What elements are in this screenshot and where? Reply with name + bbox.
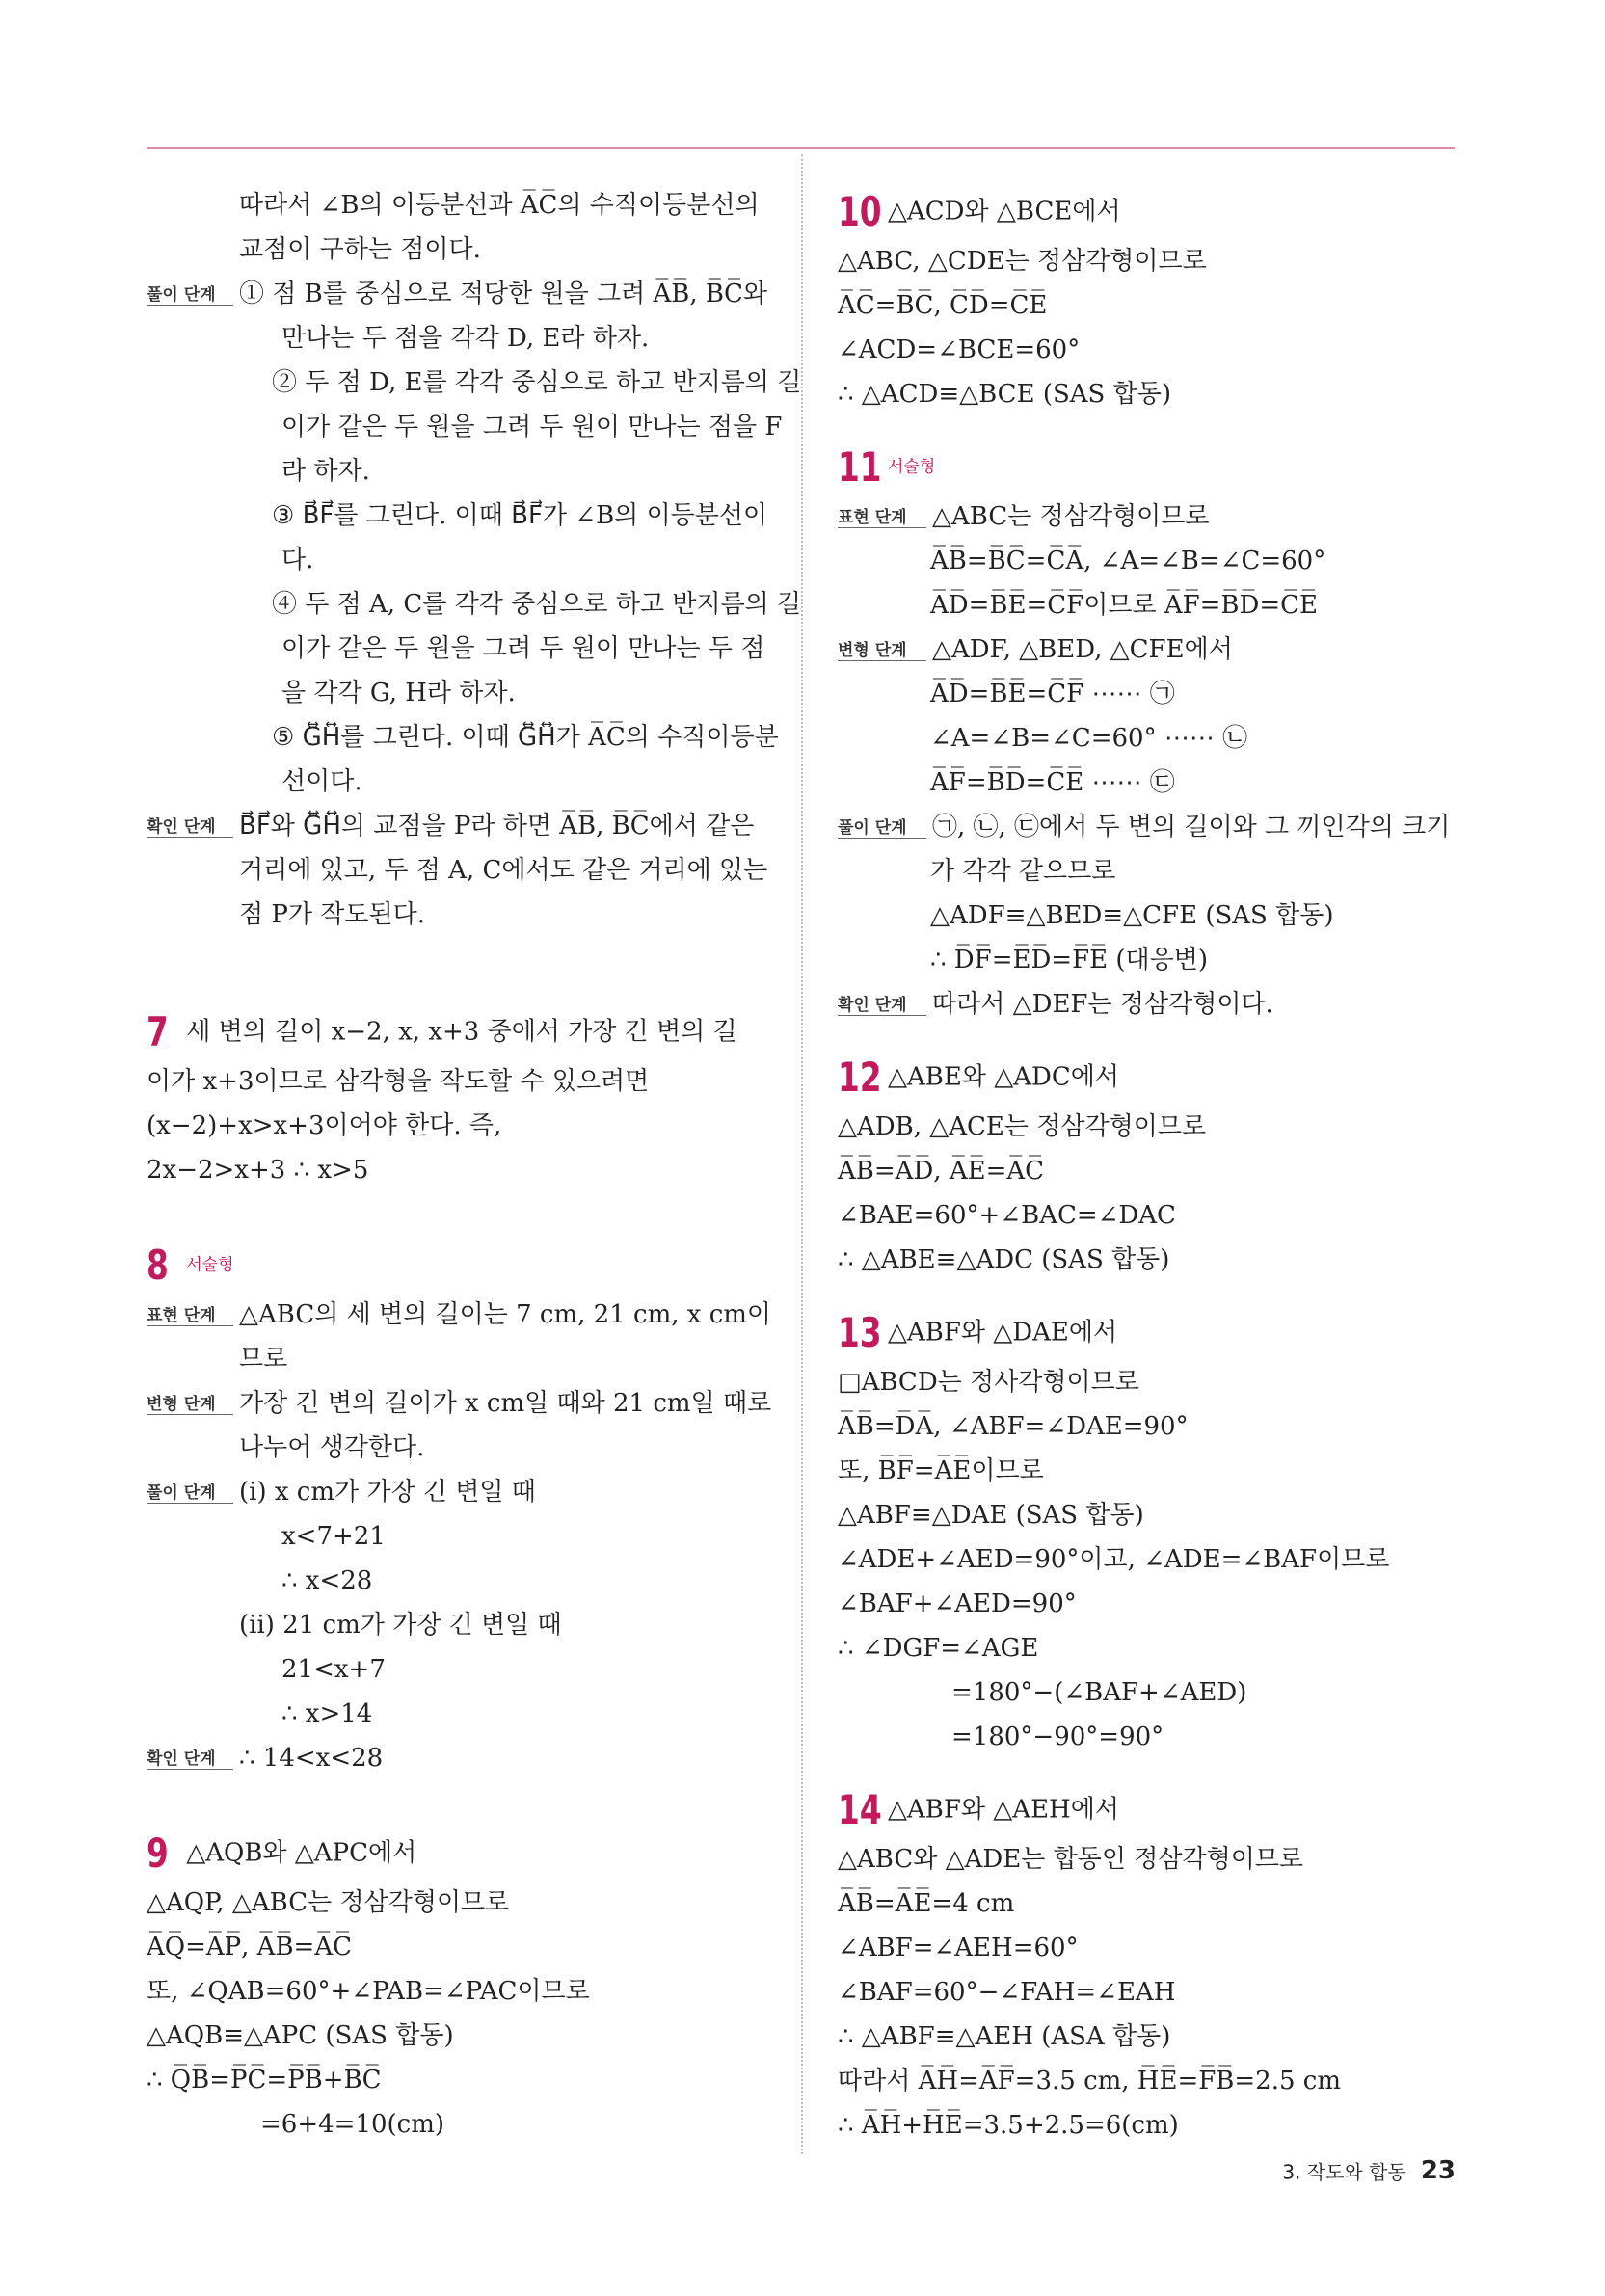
- text-line: ∴ △ACD≡△BCE (SAS 합동): [838, 380, 1172, 409]
- step-text: B⃗F⃗와 G⃡H⃡의 교점을 P라 하면 A̅B̅, B̅C̅에서 같은: [239, 812, 755, 841]
- problem-header: [147, 1825, 763, 1881]
- step-label: 확인 단계: [147, 817, 233, 838]
- step-label: 표현 단계: [147, 1306, 233, 1326]
- step-text: △ABC의 세 변의 길이는 7 cm, 21 cm, x cm이: [239, 1300, 772, 1329]
- text-line: □ABCD는 정사각형이므로: [838, 1368, 1139, 1397]
- left-column: [147, 183, 802, 2147]
- step-label: 변형 단계: [838, 641, 926, 661]
- text-line: ∠BAF+∠AED=90°: [838, 1589, 1077, 1618]
- spacer: [147, 981, 763, 1003]
- text-line: =180°−(∠BAF+∠AED): [951, 1678, 1247, 1707]
- step-text: ∴ 14<x<28: [239, 1744, 384, 1773]
- problem-header: [838, 439, 1455, 494]
- spacer: [147, 937, 763, 981]
- step-line: [838, 805, 1455, 849]
- text-line: 따라서 A̅H̅=A̅F̅=3.5 cm, H̅E̅=F̅B̅=2.5 cm: [838, 2067, 1342, 2096]
- text-line: 이가 같은 두 원을 그려 두 원이 만나는 점을 F: [281, 413, 783, 441]
- step-label: 풀이 단계: [838, 818, 926, 839]
- text-line: △AQP, △ABC는 정삼각형이므로: [147, 1888, 510, 1917]
- step-line: [147, 804, 763, 848]
- step-line: [147, 1293, 772, 1337]
- step-line: [838, 982, 1455, 1027]
- problem-number: 12: [838, 1053, 882, 1101]
- text-line: 이가 같은 두 원을 그려 두 원이 만나는 두 점: [281, 634, 765, 663]
- text-line: ∴ ∠DGF=∠AGE: [838, 1634, 1039, 1663]
- column-divider: [801, 154, 803, 2154]
- text-line: ∠A=∠B=∠C=60° ⋯⋯ ㉡: [930, 724, 1248, 753]
- spacer: [838, 1759, 1455, 1781]
- problem-number: 10: [838, 187, 882, 235]
- text-line: ∴ D̅F̅=E̅D̅=F̅E̅ (대응변): [930, 946, 1209, 974]
- problem-number: 13: [838, 1308, 882, 1356]
- text-line: ∠BAE=60°+∠BAC=∠DAC: [838, 1201, 1176, 1230]
- text-line: ∴ x>14: [281, 1699, 373, 1728]
- text-line: (ⅱ) 21 cm가 가장 긴 변일 때: [239, 1611, 562, 1640]
- right-column: [838, 183, 1455, 2148]
- step-line: [838, 627, 1455, 672]
- problem-header: [838, 1304, 1455, 1360]
- text-line: 선이다.: [281, 767, 362, 796]
- text-line: ∠ADE+∠AED=90°이고, ∠ADE=∠BAF이므로: [838, 1545, 1390, 1574]
- text-line: ∴ △ABF≡△AEH (ASA 합동): [838, 2022, 1171, 2051]
- problem-header: [838, 1781, 1455, 1837]
- text-line: A̅B̅=D̅A̅, ∠ABF=∠DAE=90°: [838, 1412, 1189, 1441]
- text-line: △AQB≡△APC (SAS 합동): [147, 2021, 454, 2050]
- problem-header: [147, 1003, 763, 1059]
- text-line: 만나는 두 점을 각각 D, E라 하자.: [281, 324, 650, 353]
- text-line: 또, B̅F̅=A̅E̅이므로: [838, 1456, 1044, 1485]
- text-line: △ABC와 △ADE는 합동인 정삼각형이므로: [838, 1845, 1304, 1874]
- spacer: [838, 1282, 1455, 1304]
- step-text: 가장 긴 변의 길이가 x cm일 때와 21 cm일 때로: [239, 1389, 772, 1418]
- problem-number: 11: [838, 442, 882, 491]
- spacer: [147, 1780, 763, 1825]
- step-label: 표현 단계: [838, 508, 926, 528]
- step-text: (ⅰ) x cm가 가장 긴 변일 때: [239, 1478, 536, 1507]
- text-line: 가 각각 같으므로: [930, 857, 1116, 886]
- text-line: 21<x+7: [281, 1655, 386, 1684]
- text-line: ∴ A̅H̅+H̅E̅=3.5+2.5=6(cm): [838, 2111, 1179, 2140]
- step-line: [838, 494, 1455, 539]
- header-rule: [147, 147, 1455, 149]
- text-line: A̅B̅=A̅E̅=4 cm: [838, 1889, 1015, 1918]
- chapter-title: 3. 작도와 합동: [1282, 2160, 1406, 2184]
- text-line: A̅B̅=A̅D̅, A̅E̅=A̅C̅: [838, 1157, 1045, 1186]
- text-line: A̅Q̅=A̅P̅, A̅B̅=A̅C̅: [147, 1933, 353, 1962]
- problem-text: △ABF와 △DAE에서: [888, 1318, 1118, 1348]
- text-line: A̅F̅=B̅D̅=C̅E̅ ⋯⋯ ㉢: [930, 768, 1175, 797]
- spacer: [838, 416, 1455, 439]
- text-line: ② 두 점 D, E를 각각 중심으로 하고 반지름의 길: [272, 368, 802, 397]
- step-label: 확인 단계: [147, 1749, 233, 1770]
- problem-header: [147, 1237, 763, 1293]
- text-line: 또, ∠QAB=60°+∠PAB=∠PAC이므로: [147, 1977, 590, 2006]
- text-line: A̅D̅=B̅E̅=C̅F̅ ⋯⋯ ㉠: [930, 680, 1175, 708]
- step-label: 변형 단계: [147, 1395, 233, 1415]
- step-label: 풀이 단계: [147, 285, 233, 306]
- text-line: ∴ Q̅B̅=P̅C̅=P̅B̅+B̅C̅: [147, 2066, 382, 2095]
- text-line: =180°−90°=90°: [951, 1722, 1164, 1751]
- problem-number: 7: [147, 1007, 169, 1055]
- text-line: △ABC, △CDE는 정삼각형이므로: [838, 247, 1207, 276]
- step-text: △ABC는 정삼각형이므로: [932, 502, 1210, 531]
- text-line: ∠ABF=∠AEH=60°: [838, 1934, 1079, 1962]
- problem-text: △AQB와 △APC에서: [186, 1838, 417, 1868]
- text-line: 거리에 있고, 두 점 A, C에서도 같은 거리에 있는: [239, 856, 768, 885]
- text-line: 다.: [281, 546, 314, 574]
- step-line: [147, 1736, 763, 1780]
- spacer: [147, 1192, 763, 1237]
- step-line: [147, 1470, 763, 1514]
- problem-number: 14: [838, 1785, 882, 1833]
- step-text: △ADF, △BED, △CFE에서: [932, 635, 1233, 664]
- problem-tag: 서술형: [888, 457, 936, 477]
- step-text: ① 점 B를 중심으로 적당한 원을 그려 A̅B̅, B̅C̅와: [239, 280, 767, 308]
- problem-text: △ACD와 △BCE에서: [888, 197, 1121, 227]
- step-label: 확인 단계: [838, 996, 926, 1016]
- text-line: 므로: [239, 1345, 288, 1374]
- problem-number: 9: [147, 1829, 169, 1877]
- text-line: x<7+21: [281, 1522, 386, 1551]
- problem-text: 세 변의 길이 x−2, x, x+3 중에서 가장 긴 변의 길: [186, 1017, 737, 1047]
- text-line: ∴ △ABE≡△ADC (SAS 합동): [838, 1245, 1170, 1274]
- text-line: ∠BAF=60°−∠FAH=∠EAH: [838, 1978, 1176, 2007]
- problem-text: △ABE와 △ADC에서: [888, 1062, 1119, 1092]
- page-number: 23: [1420, 2156, 1456, 2185]
- text-line: △ADF≡△BED≡△CFE (SAS 합동): [930, 901, 1334, 930]
- text-line: 교점이 구하는 점이다.: [239, 235, 481, 264]
- text-line: A̅C̅=B̅C̅, C̅D̅=C̅E̅: [838, 291, 1048, 320]
- text-line: ③ B⃗F⃗를 그린다. 이때 B⃗F⃗가 ∠B의 이등분선이: [272, 501, 768, 530]
- text-line: △ADB, △ACE는 정삼각형이므로: [838, 1112, 1207, 1141]
- problem-number: 8: [147, 1241, 169, 1289]
- text-line: A̅D̅=B̅E̅=C̅F̅이므로 A̅F̅=B̅D̅=C̅E̅: [930, 591, 1319, 620]
- problem-tag: 서술형: [186, 1255, 234, 1275]
- text-line: ⑤ G⃡H⃡를 그린다. 이때 G⃡H⃡가 A̅C̅의 수직이등분: [272, 723, 779, 752]
- problem-header: [838, 1049, 1455, 1105]
- text-line: (x−2)+x>x+3이어야 한다. 즉,: [147, 1111, 502, 1140]
- text-line: 라 하자.: [281, 457, 370, 486]
- spacer: [838, 1027, 1455, 1049]
- problem-text: △ABF와 △AEH에서: [888, 1795, 1119, 1825]
- text-line: 2x−2>x+3 ∴ x>5: [147, 1156, 369, 1185]
- text-line: =6+4=10(cm): [260, 2110, 445, 2139]
- step-label: 풀이 단계: [147, 1483, 233, 1504]
- text-line: 이가 x+3이므로 삼각형을 작도할 수 있으려면: [147, 1067, 650, 1096]
- text-line: A̅B̅=B̅C̅=C̅A̅, ∠A=∠B=∠C=60°: [930, 547, 1326, 575]
- page-footer: [1244, 2156, 1456, 2185]
- text-line: 을 각각 G, H라 하자.: [281, 679, 516, 707]
- step-text: ㉠, ㉡, ㉢에서 두 변의 길이와 그 끼인각의 크기: [932, 813, 1451, 841]
- problem-header: [838, 183, 1455, 239]
- text-line: ∠ACD=∠BCE=60°: [838, 335, 1081, 364]
- text-line: 따라서 ∠B의 이등분선과 A̅C̅의 수직이등분선의: [239, 191, 760, 220]
- step-line: [147, 272, 767, 316]
- text-line: △ABF≡△DAE (SAS 합동): [838, 1501, 1144, 1530]
- step-line: [147, 1381, 772, 1426]
- text-line: ∴ x<28: [281, 1566, 373, 1595]
- step-text: 따라서 △DEF는 정삼각형이다.: [932, 990, 1273, 1019]
- text-line: 점 P가 작도된다.: [239, 900, 425, 929]
- text-line: ④ 두 점 A, C를 각각 중심으로 하고 반지름의 길: [272, 590, 802, 619]
- text-line: 나누어 생각한다.: [239, 1433, 425, 1462]
